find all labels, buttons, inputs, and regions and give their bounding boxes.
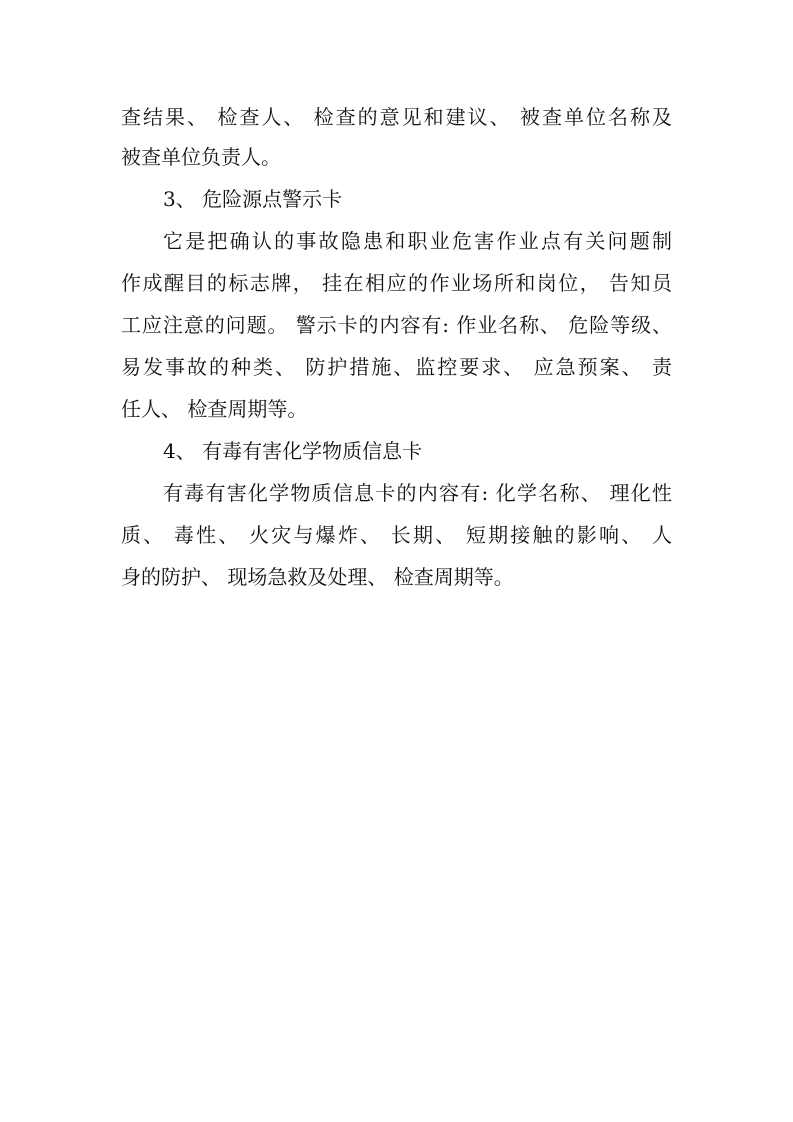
paragraph-line: 它是把确认的事故隐患和职业危害作业点有关问题制 (163, 229, 672, 253)
paragraph-line: 易发事故的种类、 防护措施、监控要求、 应急预案、 责 (121, 355, 672, 379)
paragraph-line: 身的防护、 现场急救及处理、 检查周期等。 (121, 565, 514, 589)
section-heading-4: 4、 有毒有害化学物质信息卡 (163, 439, 423, 463)
paragraph-line: 有毒有害化学物质信息卡的内容有: 化学名称、 理化性 (163, 481, 672, 505)
section-heading-3: 3、 危险源点警示卡 (163, 187, 343, 211)
paragraph-line: 被查单位负责人。 (121, 145, 281, 169)
paragraph-line: 作成醒目的标志牌， 挂在相应的作业场所和岗位， 告知员 (121, 271, 672, 295)
paragraph-line: 质、 毒性、 火灾与爆炸、 长期、 短期接触的影响、 人 (121, 523, 672, 547)
paragraph-line: 查结果、 检查人、 检查的意见和建议、 被查单位名称及 (121, 105, 672, 129)
paragraph-line: 工应注意的问题。 警示卡的内容有: 作业名称、 危险等级、 (121, 313, 672, 337)
paragraph-line: 任人、 检查周期等。 (121, 397, 308, 421)
